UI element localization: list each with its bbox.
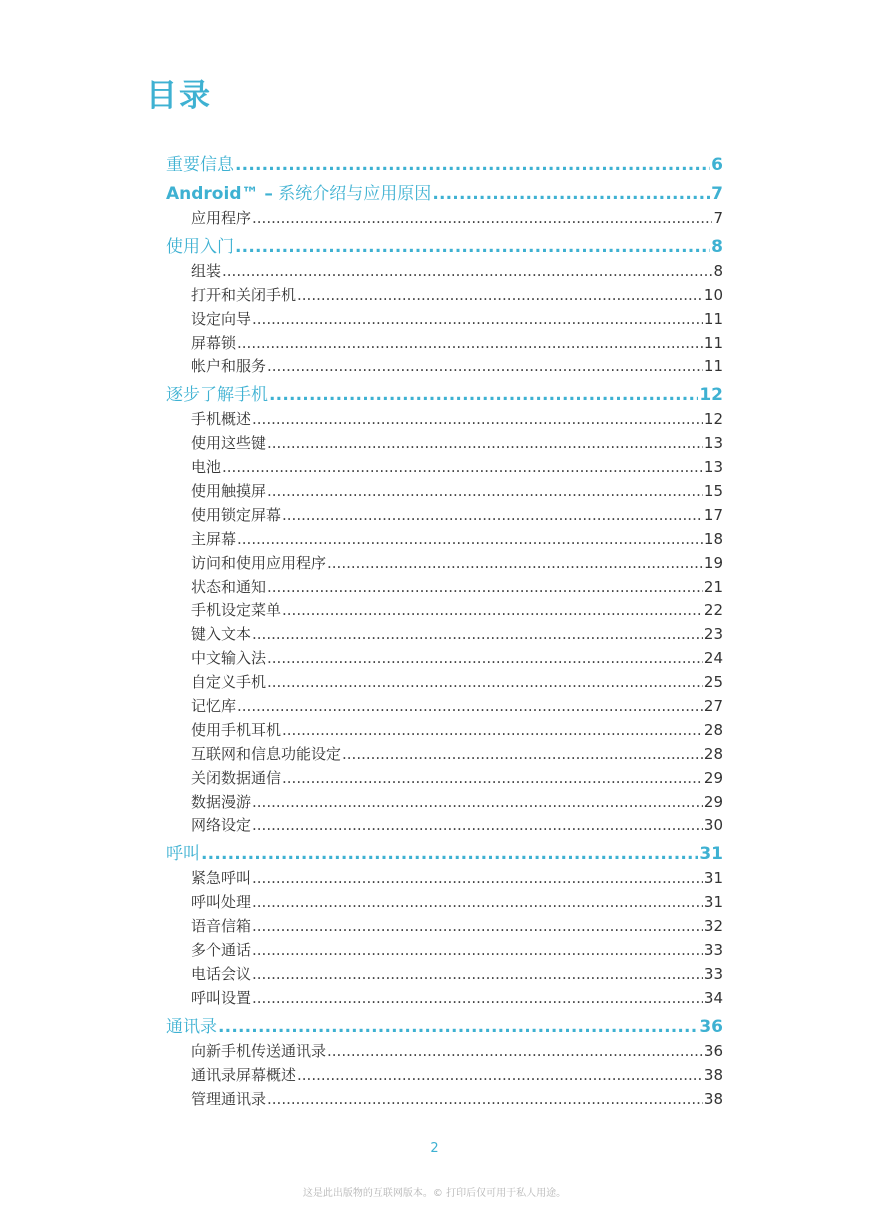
toc-section-entry[interactable] <box>166 867 723 891</box>
toc-dot-leader <box>252 814 703 838</box>
toc-entry-label: 设定向导 <box>191 309 252 328</box>
toc-page-number: 21 <box>703 577 723 596</box>
toc-chapter-entry[interactable] <box>166 841 723 867</box>
toc-entry-label: 通讯录 <box>166 1016 217 1037</box>
toc-dot-leader <box>297 1064 703 1088</box>
toc-page-number: 28 <box>703 744 723 763</box>
toc-dot-leader <box>235 234 710 260</box>
toc-dot-leader <box>252 867 703 891</box>
toc-dot-leader <box>432 181 710 207</box>
toc-page-number: 17 <box>703 505 723 524</box>
toc-dot-leader <box>252 623 703 647</box>
toc-page-number: 25 <box>703 673 723 692</box>
toc-entry-label: 状态和通知 <box>191 577 267 596</box>
toc-dot-leader <box>282 599 703 623</box>
toc-entry-label: 管理通讯录 <box>191 1089 267 1108</box>
toc-dot-leader <box>252 308 703 332</box>
toc-dot-leader <box>267 355 703 379</box>
toc-section-entry[interactable] <box>166 791 723 815</box>
toc-entry-label: 帐户和服务 <box>191 357 267 376</box>
toc-entry-label: 键入文本 <box>191 625 252 644</box>
toc-section-entry[interactable] <box>166 987 723 1011</box>
toc-section-entry[interactable] <box>166 528 723 552</box>
toc-entry-label: 使用触摸屏 <box>191 482 267 501</box>
toc-entry-label: 组装 <box>191 261 222 280</box>
toc-page-number: 10 <box>703 285 723 304</box>
toc-page-number: 29 <box>703 792 723 811</box>
toc-page-number: 36 <box>699 1016 723 1037</box>
toc-page-number: 29 <box>703 768 723 787</box>
toc-section-entry[interactable] <box>166 552 723 576</box>
toc-section-entry[interactable] <box>166 456 723 480</box>
toc-entry-label: Android™ – 系统介绍与应用原因 <box>166 184 432 204</box>
page-title: 目录 <box>146 78 212 114</box>
toc-entry-label: 呼叫处理 <box>191 893 252 912</box>
toc-entry-label: 手机概述 <box>191 410 252 429</box>
toc-section-entry[interactable] <box>166 1040 723 1064</box>
toc-dot-leader <box>252 408 703 432</box>
toc-section-entry[interactable] <box>166 939 723 963</box>
toc-section-entry[interactable] <box>166 767 723 791</box>
toc-entry-label: 自定义手机 <box>191 673 267 692</box>
toc-section-entry[interactable] <box>166 480 723 504</box>
toc-entry-label: 数据漫游 <box>191 792 252 811</box>
toc-entry-label: 打开和关闭手机 <box>191 285 297 304</box>
toc-page-number: 13 <box>703 434 723 453</box>
toc-entry-label: 屏幕锁 <box>191 333 237 352</box>
toc-section-entry[interactable] <box>166 576 723 600</box>
toc-entry-label: 网络设定 <box>191 816 252 835</box>
toc-dot-leader <box>282 504 703 528</box>
toc-page-number: 30 <box>703 816 723 835</box>
toc-dot-leader <box>252 207 712 231</box>
toc-page-number: 31 <box>703 869 723 888</box>
toc-dot-leader <box>269 382 698 408</box>
toc-dot-leader <box>237 528 703 552</box>
toc-section-entry[interactable] <box>166 695 723 719</box>
toc-section-entry[interactable] <box>166 355 723 379</box>
toc-page-number: 11 <box>703 333 723 352</box>
toc-entry-label: 多个通话 <box>191 941 252 960</box>
toc-entry-label: 使用锁定屏幕 <box>191 505 282 524</box>
toc-page-number: 33 <box>703 941 723 960</box>
toc-chapter-entry[interactable] <box>166 234 723 260</box>
toc-section-entry[interactable] <box>166 332 723 356</box>
toc-page-number: 28 <box>703 720 723 739</box>
toc-dot-leader <box>327 552 703 576</box>
toc-dot-leader <box>222 260 712 284</box>
toc-dot-leader <box>282 719 703 743</box>
toc-section-entry[interactable] <box>166 408 723 432</box>
toc-entry-label: 电池 <box>191 458 222 477</box>
toc-dot-leader <box>297 284 703 308</box>
toc-entry-label: 访问和使用应用程序 <box>191 553 327 572</box>
toc-entry-label: 逐步了解手机 <box>166 385 268 406</box>
toc-page-number: 24 <box>703 649 723 668</box>
toc-section-entry[interactable] <box>166 623 723 647</box>
toc-entry-label: 向新手机传送通讯录 <box>191 1041 327 1060</box>
toc-entry-label: 应用程序 <box>191 209 252 227</box>
toc-entry-label: 使用入门 <box>166 236 234 257</box>
toc-page-number: 31 <box>699 844 723 865</box>
toc-entry-label: 使用手机耳机 <box>191 720 282 739</box>
toc-page-number: 12 <box>703 410 723 429</box>
toc-entry-label: 主屏幕 <box>191 529 237 548</box>
toc-entry-label: 记忆库 <box>191 697 237 716</box>
toc-chapter-entry[interactable] <box>166 1014 723 1040</box>
toc-dot-leader <box>267 1088 703 1112</box>
toc-page-number: 7 <box>711 184 723 204</box>
toc-chapter-entry[interactable] <box>166 152 723 178</box>
toc-dot-leader <box>252 915 703 939</box>
toc-section-entry[interactable] <box>166 647 723 671</box>
toc-entry-label: 电话会议 <box>191 964 252 983</box>
toc-entry-label: 使用这些键 <box>191 434 267 453</box>
toc-page-number: 19 <box>703 553 723 572</box>
toc-page-number: 31 <box>703 893 723 912</box>
toc-page-number: 11 <box>703 309 723 328</box>
toc-entry-label: 关闭数据通信 <box>191 768 282 787</box>
toc-entry-label: 中文输入法 <box>191 649 267 668</box>
toc-page-number: 23 <box>703 625 723 644</box>
toc-dot-leader <box>201 841 698 867</box>
toc-section-entry[interactable] <box>166 432 723 456</box>
toc-page-number: 38 <box>703 1089 723 1108</box>
toc-section-entry[interactable] <box>166 915 723 939</box>
toc-section-entry[interactable] <box>166 1088 723 1112</box>
toc-page-number: 15 <box>703 482 723 501</box>
toc-dot-leader <box>342 743 703 767</box>
toc-dot-leader <box>252 891 703 915</box>
toc-section-entry[interactable] <box>166 743 723 767</box>
table-of-contents <box>166 152 723 1111</box>
toc-dot-leader <box>252 939 703 963</box>
toc-dot-leader <box>237 332 703 356</box>
toc-dot-leader <box>267 576 703 600</box>
toc-section-entry[interactable] <box>166 671 723 695</box>
toc-section-entry[interactable] <box>166 504 723 528</box>
toc-dot-leader <box>235 152 710 178</box>
toc-page-number: 6 <box>711 155 723 175</box>
toc-page-number: 13 <box>703 458 723 477</box>
toc-section-entry[interactable] <box>166 260 723 284</box>
toc-entry-label: 语音信箱 <box>191 917 252 936</box>
toc-chapter-entry[interactable] <box>166 382 723 408</box>
toc-section-entry[interactable] <box>166 599 723 623</box>
toc-section-entry[interactable] <box>166 1064 723 1088</box>
toc-page-number: 32 <box>703 917 723 936</box>
toc-section-entry[interactable] <box>166 891 723 915</box>
toc-page-number: 36 <box>703 1041 723 1060</box>
toc-entry-label: 手机设定菜单 <box>191 601 282 620</box>
toc-page-number: 7 <box>713 209 723 227</box>
page-number: 2 <box>430 1141 439 1156</box>
toc-entry-label: 呼叫 <box>166 844 200 865</box>
toc-dot-leader <box>237 695 703 719</box>
toc-dot-leader <box>252 987 703 1011</box>
toc-dot-leader <box>218 1014 698 1040</box>
toc-page-number: 34 <box>703 988 723 1007</box>
toc-dot-leader <box>267 480 703 504</box>
toc-dot-leader <box>267 647 703 671</box>
toc-section-entry[interactable] <box>166 207 723 231</box>
footer-note: 这是此出版物的互联网版本。© 打印后仅可用于私人用途。 <box>302 1188 567 1199</box>
toc-dot-leader <box>267 671 703 695</box>
toc-page-number: 11 <box>703 357 723 376</box>
toc-entry-label: 重要信息 <box>166 155 234 175</box>
toc-page-number: 8 <box>711 236 723 257</box>
toc-page-number: 38 <box>703 1065 723 1084</box>
toc-section-entry[interactable] <box>166 308 723 332</box>
toc-section-entry[interactable] <box>166 284 723 308</box>
toc-dot-leader <box>252 963 703 987</box>
toc-chapter-entry[interactable] <box>166 181 723 207</box>
toc-dot-leader <box>252 791 703 815</box>
toc-page-number: 18 <box>703 529 723 548</box>
toc-page-number: 27 <box>703 697 723 716</box>
toc-dot-leader <box>222 456 703 480</box>
toc-entry-label: 紧急呼叫 <box>191 869 252 888</box>
toc-section-entry[interactable] <box>166 963 723 987</box>
toc-page-number: 8 <box>713 261 723 280</box>
toc-dot-leader <box>327 1040 703 1064</box>
toc-dot-leader <box>282 767 703 791</box>
toc-page-number: 22 <box>703 601 723 620</box>
toc-entry-label: 互联网和信息功能设定 <box>191 744 342 763</box>
toc-entry-label: 通讯录屏幕概述 <box>191 1065 297 1084</box>
toc-section-entry[interactable] <box>166 719 723 743</box>
toc-entry-label: 呼叫设置 <box>191 988 252 1007</box>
toc-page-number: 12 <box>699 385 723 406</box>
toc-section-entry[interactable] <box>166 814 723 838</box>
toc-page-number: 33 <box>703 964 723 983</box>
toc-dot-leader <box>267 432 703 456</box>
